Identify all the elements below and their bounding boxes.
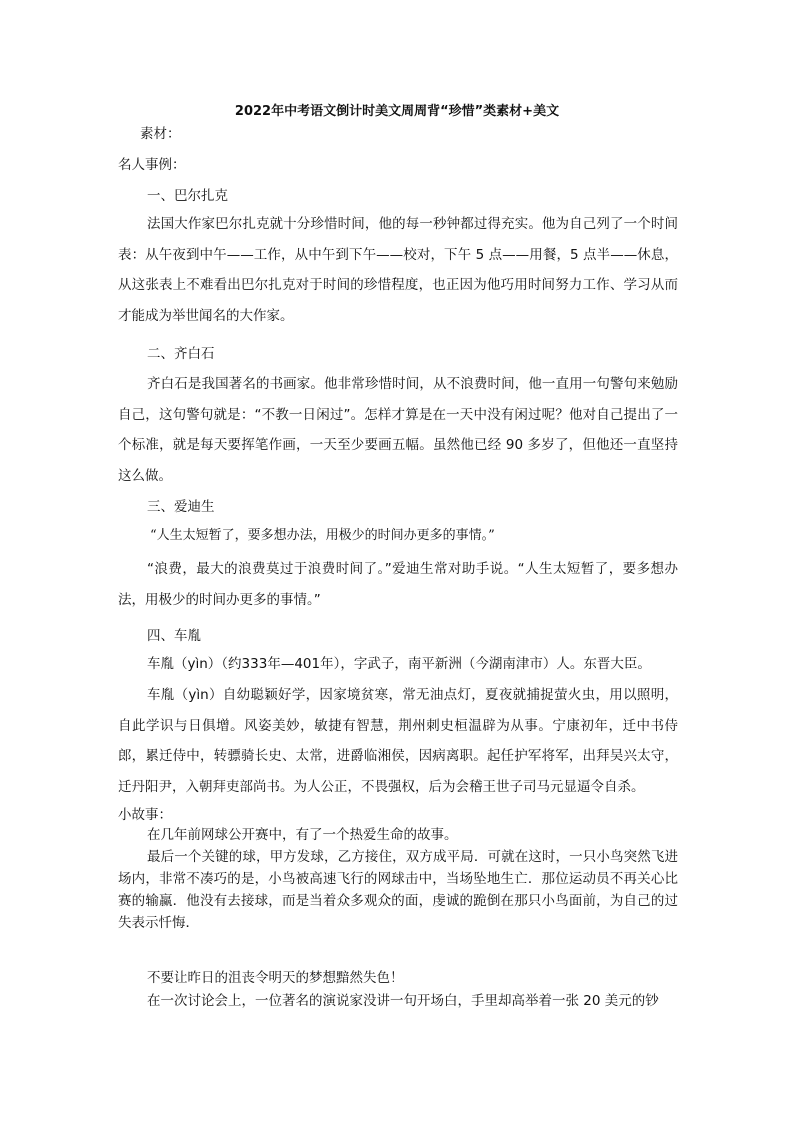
document-title: 2022年中考语文倒计时美文周周背“珍惜”类素材+美文	[234, 104, 560, 119]
section-heading-qibaishi: 二、齐白石	[147, 346, 215, 362]
material-label: 素材：	[140, 126, 181, 142]
story-label: 小故事：	[118, 807, 172, 823]
section-text-cheyin-1: 车胤（yìn）（约333年—401年），字武子，南平新洲（今湖南津市）人。东晋大臣。	[147, 656, 651, 672]
section-text-qibaishi: 齐白石是我国著名的书画家。他非常珍惜时间，从不浪费时间，他一直用一句警句来勉励自己，这句警句就是：“不教一日闲过”。怎样才算是在一天中没有闲过呢？他对自己提出了一个标准，就是每天要挥笔作画，一天至少要画五幅。虽然他已经 90 多岁了，但他还一直坚持这么做。	[118, 376, 678, 484]
section-text-balzac: 法国大作家巴尔扎克就十分珍惜时间，他的每一秒钟都过得充实。他为自己列了一个时间表：从午夜到中午——工作，从中午到下午——校对，下午 5 点——用餐，5 点半——休息，从这张表上不难看出巴尔扎克对于时间的珍惜程度，也正因为他巧用时间努力工作、学习从而才能成为举世闻名的大作家。	[118, 216, 678, 324]
edison-quote: “人生太短暂了，要多想办法，用极少的时间办更多的事情。”	[150, 528, 495, 543]
essay-title: 不要让昨日的沮丧令明天的梦想黯然失色！	[147, 970, 404, 986]
section-heading-cheyin: 四、车胤	[147, 628, 201, 644]
essay-paragraph-1: 在一次讨论会上，一位著名的演说家没讲一句开场白，手里却高举着一张 20 美元的钞	[147, 993, 659, 1009]
story-paragraph-2: 最后一个关键的球，甲方发球，乙方接住，双方成平局．可就在这时，一只小鸟突然飞进场内，非常不凑巧的是，小鸟被高速飞行的网球击中，当场坠地生亡．那位运动员不再关心比赛的输赢．他没有去接球，而是当着众多观众的面，虔诚的跪倒在那只小鸟面前，为自己的过失表示忏悔．	[118, 849, 678, 931]
section-heading-balzac: 一、巴尔扎克	[147, 188, 228, 204]
famous-examples-label: 名人事例：	[118, 157, 186, 173]
story-paragraph-1: 在几年前网球公开赛中，有了一个热爱生命的故事。	[147, 827, 458, 843]
section-heading-edison: 三、爱迪生	[147, 499, 215, 515]
section-text-edison: “浪费，最大的浪费莫过于浪费时间了。”爱迪生常对助手说。“人生太短暂了，要多想办法，用极少的时间办更多的事情。”	[118, 561, 678, 608]
section-text-cheyin-2: 车胤（yìn）自幼聪颖好学，因家境贫寒，常无油点灯，夏夜就捕捉萤火虫，用以照明，自此学识与日俱增。风姿美妙，敏捷有智慧，荆州刺史桓温辟为从事。宁康初年，迁中书侍郎，累迁侍中，转骠骑长史、太常，进爵临湘侯，因病离职。起任护军将军，出拜吴兴太守，迁丹阳尹，入朝拜吏部尚书。为人公正，不畏强权，后为会稽王世子司马元显逼令自杀。	[118, 687, 678, 795]
